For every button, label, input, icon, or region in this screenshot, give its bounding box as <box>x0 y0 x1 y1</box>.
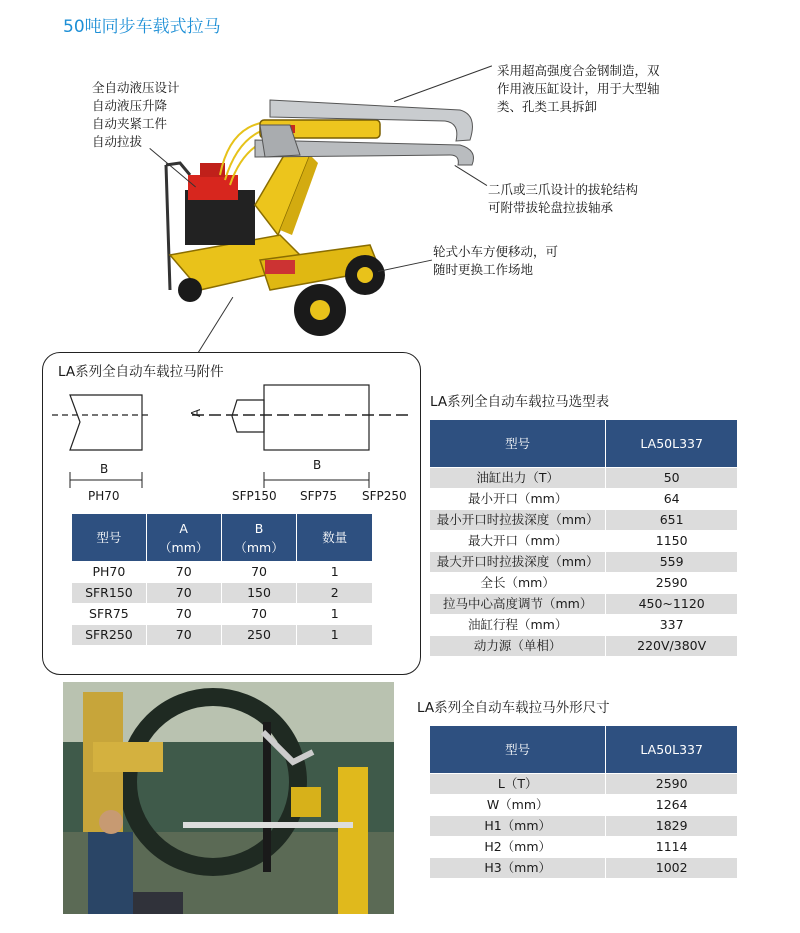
table-row: 油缸出力（T） 50 <box>430 468 738 489</box>
acc-header-model: 型号 <box>72 514 147 562</box>
callout-steel-line-3: 类、孔类工具拆卸 <box>497 99 598 114</box>
table-row: 最小开口（mm） 64 <box>430 489 738 510</box>
table-row: L（T） 2590 <box>430 774 738 795</box>
table-row: 全长（mm） 2590 <box>430 573 738 594</box>
table-row: W（mm） 1264 <box>430 795 738 816</box>
table-row: 最大开口时拉拔深度（mm） 559 <box>430 552 738 573</box>
callout-steel-line-2: 作用液压缸设计，用于大型轴 <box>497 81 660 96</box>
sfp75-label: SFP75 <box>300 489 338 503</box>
table-row: PH70 70 70 1 <box>72 562 373 583</box>
sel-header-model: 型号 <box>430 420 606 468</box>
callout-auto-line-1: 全自动液压设计 <box>92 80 180 95</box>
callout-auto-line-3: 自动夹紧工件 <box>92 116 168 131</box>
table-row: 拉马中心高度调节（mm） 450~1120 <box>430 594 738 615</box>
table-row: 最小开口时拉拔深度（mm） 651 <box>430 510 738 531</box>
dim-a-label: A <box>189 408 204 418</box>
factory-photo <box>63 682 394 914</box>
sel-header-value: LA50L337 <box>606 420 738 468</box>
callout-cart-line-2: 随时更换工作场地 <box>433 262 534 277</box>
ph70-label: PH70 <box>88 489 120 503</box>
acc-header-a: A （mm） <box>146 514 221 562</box>
table-row: 油缸行程（mm） 337 <box>430 615 738 636</box>
table-row: H1（mm） 1829 <box>430 816 738 837</box>
table-row: 最大开口（mm） 1150 <box>430 531 738 552</box>
page-title: 50吨同步车载式拉马 <box>63 17 221 37</box>
acc-header-qty: 数量 <box>297 514 373 562</box>
sfp150-label: SFP150 <box>232 489 277 503</box>
callout-steel <box>497 62 660 116</box>
callout-auto-line-4: 自动拉拔 <box>92 134 143 149</box>
accessory-title: LA系列全自动车载拉马附件 <box>58 364 224 380</box>
callout-cart-line-1: 轮式小车方便移动，可 <box>433 244 559 259</box>
table-row: H2（mm） 1114 <box>430 837 738 858</box>
puller-machine-illustration <box>160 85 490 355</box>
table-row: SFR75 70 70 1 <box>72 604 373 625</box>
acc-header-b: B （mm） <box>221 514 297 562</box>
table-row: SFR150 70 150 2 <box>72 583 373 604</box>
callout-jaw <box>488 181 638 217</box>
dimensions-title: LA系列全自动车载拉马外形尺寸 <box>417 700 610 716</box>
dim-b-right-label: B <box>313 458 322 472</box>
selection-title: LA系列全自动车载拉马选型表 <box>430 394 610 410</box>
dim-b-left-label: B <box>100 462 109 476</box>
table-row: H3（mm） 1002 <box>430 858 738 879</box>
callout-auto-line-2: 自动液压升降 <box>92 98 168 113</box>
dim-header-value: LA50L337 <box>606 726 738 774</box>
selection-table <box>429 419 738 657</box>
accessory-table <box>71 513 373 646</box>
callout-auto-features <box>92 79 180 151</box>
dimensions-table <box>429 725 738 879</box>
callout-jaw-line-2: 可附带拔轮盘拉拔轴承 <box>488 200 614 215</box>
table-row: SFR250 70 250 1 <box>72 625 373 646</box>
callout-jaw-line-1: 二爪或三爪设计的拔轮结构 <box>488 182 639 197</box>
table-row: 动力源（单相） 220V/380V <box>430 636 738 657</box>
callout-steel-line-1: 采用超高强度合金钢制造，双 <box>497 63 660 78</box>
callout-cart <box>433 243 558 279</box>
sfp250-label: SFP250 <box>362 489 407 503</box>
dim-header-model: 型号 <box>430 726 606 774</box>
